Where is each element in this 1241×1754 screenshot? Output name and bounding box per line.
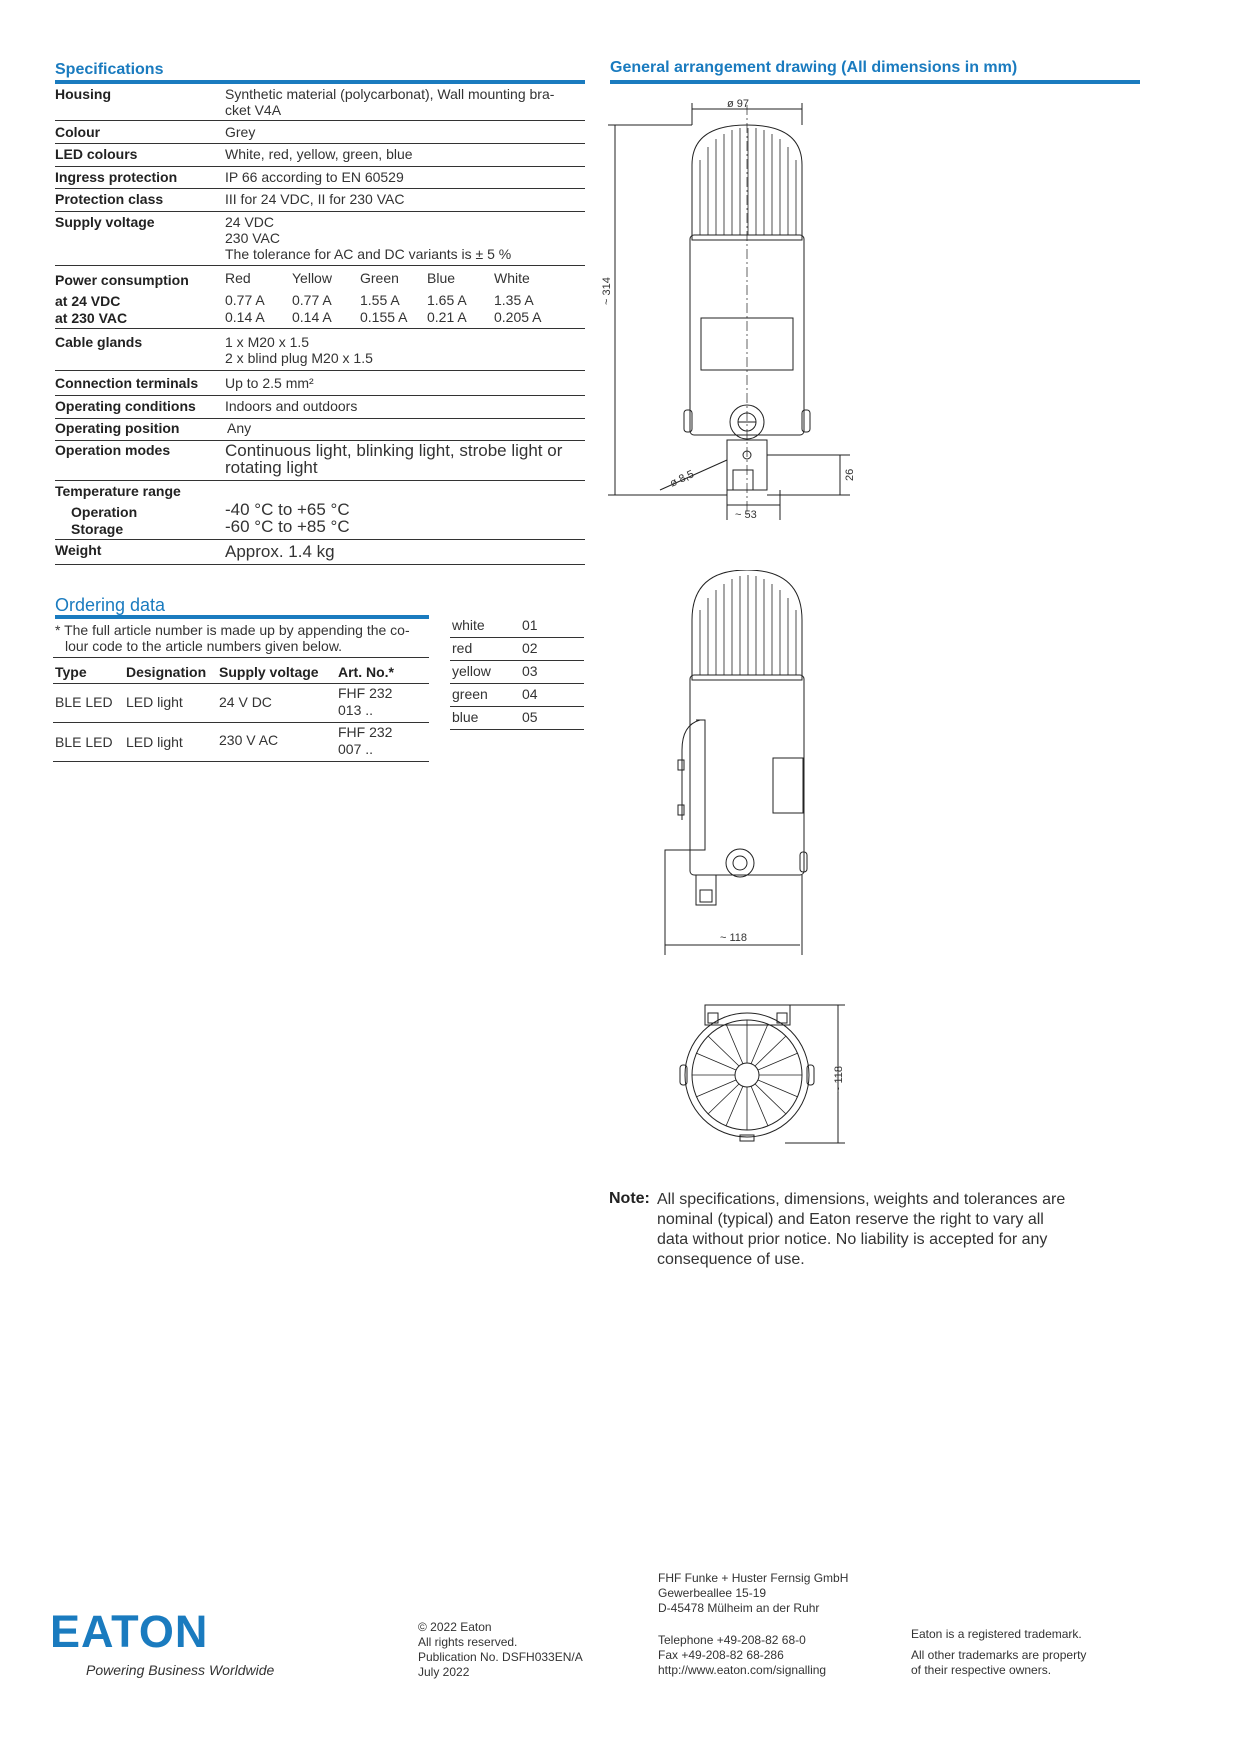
spec-row-temperature-range — [55, 483, 585, 540]
spec-row-supply-voltage — [55, 214, 585, 266]
spec-row-operating-conditions — [55, 398, 585, 419]
footer-line: July 2022 — [418, 1665, 470, 1679]
footer-line: D-45478 Mülheim an der Ruhr — [658, 1601, 820, 1615]
colour-name: green — [452, 686, 488, 702]
spec-value: Up to 2.5 mm² — [225, 375, 314, 391]
spec-row-weight — [55, 542, 585, 565]
footer-copyright — [418, 1620, 583, 1680]
spec-label: Housing — [55, 86, 111, 102]
note-line: data without prior notice. No liability is accepted for any — [657, 1231, 1048, 1248]
top-view-drawing — [660, 995, 860, 1155]
spec-value-line: rotating light — [225, 458, 318, 477]
spec-value-line: 230 VAC — [225, 230, 280, 246]
drawing-rule — [610, 80, 1140, 84]
divider — [53, 761, 429, 762]
spec-value: III for 24 VDC, II for 230 VAC — [225, 191, 405, 207]
ordering-header-type: Type — [55, 664, 87, 680]
ordering-rule — [55, 615, 429, 619]
dim-height-26: 26 — [844, 468, 856, 481]
colour-code: 05 — [522, 709, 538, 725]
power-cell: 0.205 A — [494, 309, 542, 325]
eaton-logo: EATON — [50, 1606, 209, 1657]
footer-company — [658, 1571, 848, 1616]
footer-line: FHF Funke + Huster Fernsig GmbH — [658, 1571, 849, 1585]
power-cell: 1.55 A — [360, 292, 400, 308]
spec-value-line: 24 VDC — [225, 214, 275, 230]
dim-diameter-8-5: ø 8,5 — [668, 468, 696, 490]
spec-value-line: -60 °C to +85 °C — [225, 517, 350, 536]
note-line: nominal (typical) and Eaton reserve the right to vary all — [657, 1211, 1044, 1228]
ordering-cell-designation: LED light — [126, 734, 183, 750]
ordering-cell-supply: 230 V AC — [219, 732, 279, 748]
spec-value — [225, 442, 562, 476]
power-row-label-24vdc: at 24 VDC — [55, 293, 121, 309]
footer-line: of their respective owners. — [911, 1663, 1052, 1677]
spec-row-power-consumption — [55, 270, 585, 329]
footer-line: Telephone +49-208-82 68-0 — [658, 1633, 806, 1647]
colour-code-row — [450, 683, 584, 707]
colour-code-row — [450, 706, 584, 730]
dim-diameter-97: ø 97 — [727, 98, 750, 110]
spec-value — [225, 86, 554, 118]
spec-row-protection-class — [55, 191, 585, 212]
spec-label: LED colours — [55, 146, 138, 162]
ordering-cell-type: BLE LED — [55, 734, 113, 750]
power-cell: 0.77 A — [225, 292, 265, 308]
footer-line: © 2022 Eaton — [418, 1620, 492, 1634]
ordering-cell-art: FHF 232 — [338, 685, 393, 701]
footer-line: All other trademarks are property — [911, 1648, 1087, 1662]
spec-label: Ingress protection — [55, 169, 178, 185]
spec-sublabel-operation: Operation — [71, 504, 138, 520]
spec-label: Operating conditions — [55, 398, 196, 414]
spec-row-operating-position — [55, 420, 585, 441]
spec-row-cable-glands — [55, 334, 585, 371]
eaton-tagline: Powering Business Worldwide — [86, 1662, 275, 1678]
ordering-header-designation: Designation — [126, 664, 207, 680]
spec-value: Approx. 1.4 kg — [225, 542, 335, 561]
spec-row-ingress — [55, 169, 585, 189]
power-cell: 0.14 A — [225, 309, 265, 325]
drawing-title: General arrangement drawing (All dimensions in mm) — [610, 59, 1018, 76]
ordering-cell-art: 007 .. — [338, 741, 374, 757]
colour-name: white — [452, 617, 485, 633]
table-row — [53, 723, 429, 761]
spec-label: Protection class — [55, 191, 164, 207]
ordering-header-art-no: Art. No.* — [338, 664, 394, 680]
dim-height-314: ~ 314 — [601, 277, 613, 305]
footer-line: Gewerbeallee 15-19 — [658, 1586, 767, 1600]
colour-code: 04 — [522, 686, 538, 702]
spec-label: Power consumption — [55, 272, 189, 288]
colour-code: 03 — [522, 663, 538, 679]
spec-label: Connection terminals — [55, 375, 199, 391]
power-cell: 1.65 A — [427, 292, 467, 308]
front-view-drawing — [660, 570, 820, 970]
colour-name: blue — [452, 709, 479, 725]
footer-line: Fax +49-208-82 68-286 — [658, 1648, 784, 1662]
note-label: Note: — [609, 1190, 650, 1207]
footer-trademark-others — [911, 1648, 1086, 1678]
colour-code: 01 — [522, 617, 538, 633]
spec-label: Cable glands — [55, 334, 143, 350]
spec-label: Supply voltage — [55, 214, 155, 230]
ordering-cell-type: BLE LED — [55, 694, 113, 710]
footer-website-link[interactable]: http://www.eaton.com/signalling — [658, 1663, 827, 1677]
ordering-note — [55, 622, 410, 654]
colour-code-row — [450, 660, 584, 684]
power-header-green: Green — [360, 270, 399, 286]
ordering-cell-art: 013 .. — [338, 702, 374, 718]
footer-contact — [658, 1633, 826, 1678]
colour-code-row — [450, 637, 584, 661]
spec-label: Operation modes — [55, 442, 171, 458]
power-header-blue: Blue — [427, 270, 456, 286]
dim-width-118: ~ 118 — [720, 932, 748, 944]
spec-value-line: 2 x blind plug M20 x 1.5 — [225, 350, 373, 366]
colour-name: yellow — [452, 663, 491, 679]
spec-label: Colour — [55, 124, 101, 140]
footer-line: Publication No. DSFH033EN/A — [418, 1650, 583, 1664]
spec-row-colour — [55, 124, 585, 144]
colour-name: red — [452, 640, 473, 656]
spec-value: IP 66 according to EN 60529 — [225, 169, 404, 185]
note-text — [657, 1190, 1065, 1270]
spec-value — [225, 334, 373, 366]
table-row — [53, 684, 429, 722]
spec-value-line: 1 x M20 x 1.5 — [225, 334, 310, 350]
power-header-red: Red — [225, 270, 251, 286]
spec-sublabel-storage: Storage — [71, 521, 124, 537]
spec-value: Any — [227, 420, 252, 436]
note-line: All specifications, dimensions, weights and tolerances are — [657, 1191, 1066, 1208]
ordering-note-line: lour code to the article numbers given below. — [65, 638, 343, 654]
specifications-rule — [55, 80, 585, 84]
spec-label: Temperature range — [55, 483, 181, 499]
ordering-note-line: * The full article number is made up by appending the co- — [55, 622, 410, 638]
specifications-title: Specifications — [55, 61, 164, 78]
spec-label: Operating position — [55, 420, 180, 436]
power-cell: 0.77 A — [292, 292, 332, 308]
spec-value-line: The tolerance for AC and DC variants is ± 5 % — [225, 246, 512, 262]
spec-value — [225, 501, 350, 535]
footer-line: All rights reserved. — [418, 1635, 518, 1649]
note-line: consequence of use. — [657, 1251, 805, 1268]
power-cell: 1.35 A — [494, 292, 534, 308]
spec-value: Indoors and outdoors — [225, 398, 358, 414]
spec-value-line: Continuous light, blinking light, strobe light or — [225, 441, 563, 460]
spec-value: Grey — [225, 124, 256, 140]
power-cell: 0.21 A — [427, 309, 467, 325]
spec-value — [225, 214, 511, 262]
ordering-cell-supply: 24 V DC — [219, 694, 272, 710]
spec-row-operation-modes — [55, 442, 585, 481]
spec-label: Weight — [55, 542, 102, 558]
colour-code: 02 — [522, 640, 538, 656]
ordering-header-supply: Supply voltage — [219, 664, 319, 680]
power-header-yellow: Yellow — [292, 270, 332, 286]
spec-value: White, red, yellow, green, blue — [225, 146, 413, 162]
side-view-drawing — [600, 95, 870, 535]
power-cell: 0.14 A — [292, 309, 332, 325]
power-cell: 0.155 A — [360, 309, 408, 325]
ordering-cell-art: FHF 232 — [338, 724, 393, 740]
power-row-label-230vac: at 230 VAC — [55, 310, 128, 326]
spec-row-connection-terminals — [55, 375, 585, 396]
footer-trademark: Eaton is a registered trademark. — [911, 1627, 1082, 1641]
divider — [53, 657, 429, 658]
power-header-white: White — [494, 270, 530, 286]
spec-row-housing — [55, 86, 585, 121]
spec-value-line: Synthetic material (polycarbonat), Wall mounting bra- — [225, 86, 555, 102]
dim-width-53: ~ 53 — [735, 509, 757, 521]
ordering-title: Ordering data — [55, 595, 166, 615]
spec-value-line: cket V4A — [225, 102, 282, 118]
colour-code-row — [450, 614, 584, 638]
dim-height-118: ~ 118 — [833, 1065, 845, 1093]
ordering-cell-designation: LED light — [126, 694, 183, 710]
spec-value-line: -40 °C to +65 °C — [225, 500, 350, 519]
spec-row-led-colours — [55, 146, 585, 167]
